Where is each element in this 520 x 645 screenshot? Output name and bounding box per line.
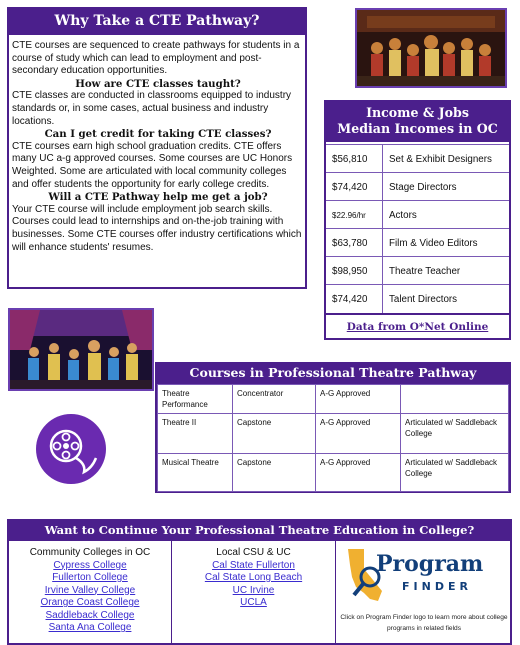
college-link-csulb[interactable]: Cal State Long Beach	[204, 572, 303, 583]
income-row	[326, 144, 509, 173]
theatre-photo-top	[355, 8, 507, 88]
income-job: Set & Exhibit Designers	[389, 153, 492, 165]
course-name: Theatre II	[158, 414, 233, 454]
course-level: Concentrator	[233, 385, 316, 414]
why-cte-body	[12, 40, 304, 254]
income-row	[326, 200, 509, 229]
income-row	[326, 256, 509, 285]
course-level: Capstone	[233, 454, 316, 492]
why-paragraph: Your CTE course will include employment job search skills. Courses could lead to internships and on-the-job training with businesses. Some CTE courses offer industry certifications which will enhance students' resumes.	[12, 203, 302, 253]
income-value: $74,420	[326, 173, 383, 201]
income-value: $74,420	[326, 285, 383, 313]
income-job: Stage Directors	[389, 181, 457, 193]
college-link-csuf[interactable]: Cal State Fullerton	[212, 559, 295, 571]
theatre-photo-left	[8, 308, 154, 391]
course-approval: A-G Approved	[316, 414, 401, 454]
why-paragraph: CTE courses are sequenced to create pathways for students in a course of study which can lead to employment and post-secondary education opportunities.	[12, 40, 300, 77]
college-link-orange-coast[interactable]: Orange Coast College	[40, 597, 140, 608]
csu-uc-heading: Local CSU & UC	[216, 547, 291, 558]
csu-uc-list	[172, 541, 336, 643]
income-title-line1: Income & Jobs	[366, 105, 469, 120]
table-row	[158, 385, 509, 414]
college-link-saddleback[interactable]: Saddleback College	[45, 609, 135, 621]
why-paragraph: CTE classes are conducted in classrooms equipped to industry standards or, in some cases, actual business and industry locations.	[12, 90, 292, 127]
income-row	[326, 284, 509, 313]
why-question: Can I get credit for taking CTE classes?	[44, 128, 272, 141]
courses-title: Courses in Professional Theatre Pathway	[155, 362, 511, 384]
income-title-line2: Median Incomes in OC	[337, 121, 498, 136]
income-job: Actors	[389, 209, 417, 221]
college-link-santa-ana[interactable]: Santa Ana College	[48, 622, 132, 633]
income-row	[326, 228, 509, 257]
community-colleges-list	[9, 541, 172, 643]
course-articulation: Articulated w/ Saddleback College	[401, 414, 509, 454]
film-reel-icon	[36, 414, 106, 484]
income-value: $63,780	[326, 229, 383, 257]
onet-data-link[interactable]: Data from O*Net Online	[326, 313, 509, 338]
course-approval: A-G Approved	[316, 385, 401, 414]
course-articulation: Articulated w/ Saddleback College	[401, 454, 509, 492]
course-articulation	[401, 385, 509, 414]
why-paragraph: CTE courses earn high school graduation credits. CTE offers many UC a-g approved courses. Some courses are UC Honors Weighted. Some are articulated with local community colleges and offer students the opportunity for early college credits.	[12, 140, 293, 190]
income-value: $98,950	[326, 257, 383, 285]
college-link-fullerton[interactable]: Fullerton College	[52, 572, 128, 583]
why-question: Will a CTE Pathway help me get a job?	[48, 191, 268, 204]
income-jobs-title	[324, 100, 511, 142]
why-question: How are CTE classes taught?	[75, 77, 241, 90]
community-colleges-heading: Community Colleges in OC	[29, 547, 151, 558]
college-title: Want to Continue Your Professional Theatre Education in College?	[7, 519, 512, 541]
income-value: $22.96/hr	[326, 201, 383, 229]
income-row	[326, 172, 509, 201]
course-name: Theatre Performance	[158, 385, 233, 414]
courses-table	[157, 384, 509, 492]
program-finder-word: Program	[376, 551, 484, 577]
college-link-ucla[interactable]: UCLA	[240, 597, 267, 608]
income-value: $56,810	[326, 145, 383, 173]
college-link-uci[interactable]: UC Irvine	[232, 584, 275, 596]
table-row	[158, 454, 509, 492]
course-level: Capstone	[233, 414, 316, 454]
program-finder-sub: FINDER	[402, 580, 472, 593]
income-job: Talent Directors	[389, 293, 458, 305]
table-row	[158, 414, 509, 454]
college-link-irvine-valley[interactable]: Irvine Valley College	[44, 584, 136, 596]
income-job: Film & Video Editors	[389, 237, 478, 249]
program-finder-note: Click on Program Finder logo to learn more about college programs in related fields	[340, 614, 508, 632]
income-job: Theatre Teacher	[389, 265, 461, 277]
why-cte-title: Why Take a CTE Pathway?	[7, 7, 307, 35]
course-name: Musical Theatre	[158, 454, 233, 492]
course-approval: A-G Approved	[316, 454, 401, 492]
college-link-cypress[interactable]: Cypress College	[53, 559, 127, 571]
